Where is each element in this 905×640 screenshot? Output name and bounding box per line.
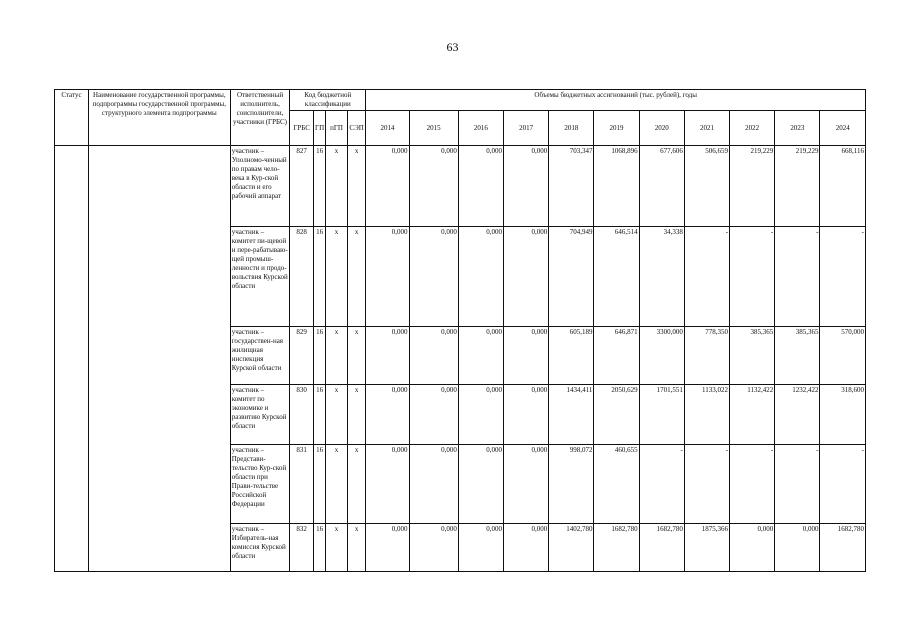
value-cell: 0,000: [730, 524, 775, 572]
value-cell: -: [820, 445, 866, 524]
table-row: [55, 146, 866, 227]
gp-cell: 16: [313, 146, 325, 227]
executor-cell: участник – комитет по экономике и развитию Курской области: [230, 385, 290, 445]
header-year: 2014: [366, 111, 409, 146]
value-cell: 0,000: [504, 327, 549, 385]
value-cell: 703,347: [549, 146, 594, 227]
value-cell: 778,350: [684, 327, 729, 385]
value-cell: 0,000: [504, 385, 549, 445]
value-cell: 0,000: [366, 327, 409, 385]
value-cell: 0,000: [409, 146, 458, 227]
value-cell: 0,000: [366, 445, 409, 524]
value-cell: 2050,629: [594, 385, 639, 445]
value-cell: 0,000: [458, 227, 503, 327]
value-cell: 0,000: [409, 524, 458, 572]
budget-table: [54, 89, 866, 572]
value-cell: 1875,366: [684, 524, 729, 572]
pgp-cell: х: [326, 445, 348, 524]
grbs-cell: 827: [290, 146, 314, 227]
program-name-cell: [88, 146, 230, 572]
value-cell: 704,949: [549, 227, 594, 327]
value-cell: 668,116: [820, 146, 866, 227]
value-cell: 605,189: [549, 327, 594, 385]
value-cell: 1133,022: [684, 385, 729, 445]
grbs-cell: 831: [290, 445, 314, 524]
header-grbs: ГРБС: [290, 111, 314, 146]
pgp-cell: х: [326, 524, 348, 572]
value-cell: 1402,780: [549, 524, 594, 572]
value-cell: 0,000: [458, 146, 503, 227]
header-budget-code: Код бюджетной классификации: [290, 90, 366, 111]
value-cell: 0,000: [409, 445, 458, 524]
header-executor: Ответственный исполнитель, соисполнители, участники (ГРБС): [230, 90, 290, 146]
value-cell: 646,514: [594, 227, 639, 327]
value-cell: 677,606: [639, 146, 684, 227]
value-cell: 0,000: [458, 445, 503, 524]
sep-cell: х: [347, 327, 366, 385]
grbs-cell: 829: [290, 327, 314, 385]
grbs-cell: 832: [290, 524, 314, 572]
value-cell: 0,000: [458, 327, 503, 385]
value-cell: 1682,780: [594, 524, 639, 572]
header-row-1: [55, 90, 866, 111]
value-cell: -: [820, 227, 866, 327]
header-year: 2024: [820, 111, 866, 146]
value-cell: 0,000: [366, 385, 409, 445]
header-year: 2023: [775, 111, 820, 146]
value-cell: 0,000: [409, 327, 458, 385]
sep-cell: х: [347, 385, 366, 445]
grbs-cell: 828: [290, 227, 314, 327]
value-cell: 385,365: [775, 327, 820, 385]
value-cell: 1682,780: [639, 524, 684, 572]
value-cell: -: [684, 445, 729, 524]
sep-cell: х: [347, 524, 366, 572]
header-name: Наименование государственной программы, подпрограммы государственной программы, структурного элемента подпрограммы: [88, 90, 230, 146]
pgp-cell: х: [326, 227, 348, 327]
value-cell: 506,659: [684, 146, 729, 227]
pgp-cell: х: [326, 327, 348, 385]
header-volumes: Объемы бюджетных ассигнований (тыс. рублей), годы: [366, 90, 866, 111]
sep-cell: х: [347, 146, 366, 227]
executor-cell: участник – комитет пи-щевой и пере-рабатываю-щей промыш-ленности и продо-вольствия Курской области: [230, 227, 290, 327]
pgp-cell: х: [326, 385, 348, 445]
header-year: 2016: [458, 111, 503, 146]
header-year: 2015: [409, 111, 458, 146]
header-sep: СЭП: [347, 111, 366, 146]
value-cell: 385,365: [730, 327, 775, 385]
pgp-cell: х: [326, 146, 348, 227]
executor-cell: участник – Уполномо-ченный по правам чело-века в Кур-ской области и его рабочий аппарат: [230, 146, 290, 227]
value-cell: 0,000: [775, 524, 820, 572]
value-cell: 0,000: [504, 146, 549, 227]
header-year: 2019: [594, 111, 639, 146]
value-cell: 318,600: [820, 385, 866, 445]
value-cell: 0,000: [409, 227, 458, 327]
status-cell: [55, 146, 89, 572]
value-cell: 1701,551: [639, 385, 684, 445]
value-cell: 0,000: [366, 146, 409, 227]
value-cell: 0,000: [504, 227, 549, 327]
header-year: 2017: [504, 111, 549, 146]
gp-cell: 16: [313, 385, 325, 445]
gp-cell: 16: [313, 524, 325, 572]
header-status: Статус: [55, 90, 89, 146]
executor-cell: участник – Представи-тельство Кур-ской области при Прави-тельстве Российской Федерации: [230, 445, 290, 524]
gp-cell: 16: [313, 327, 325, 385]
value-cell: 0,000: [366, 524, 409, 572]
header-year: 2018: [549, 111, 594, 146]
value-cell: -: [775, 227, 820, 327]
header-year: 2020: [639, 111, 684, 146]
value-cell: 1132,422: [730, 385, 775, 445]
value-cell: 219,229: [775, 146, 820, 227]
executor-cell: участник – Избиратель-ная комиссия Курской области: [230, 524, 290, 572]
value-cell: 1434,411: [549, 385, 594, 445]
value-cell: 1682,780: [820, 524, 866, 572]
executor-cell: участник – государствен-ная жилищная инспекция Курской области: [230, 327, 290, 385]
value-cell: 0,000: [458, 385, 503, 445]
value-cell: 0,000: [504, 445, 549, 524]
grbs-cell: 830: [290, 385, 314, 445]
header-year: 2022: [730, 111, 775, 146]
value-cell: -: [730, 227, 775, 327]
value-cell: -: [639, 445, 684, 524]
value-cell: 1068,896: [594, 146, 639, 227]
value-cell: 1232,422: [775, 385, 820, 445]
value-cell: 0,000: [504, 524, 549, 572]
value-cell: -: [730, 445, 775, 524]
header-gp: ГП: [313, 111, 325, 146]
value-cell: 0,000: [409, 385, 458, 445]
value-cell: 998,072: [549, 445, 594, 524]
value-cell: 34,338: [639, 227, 684, 327]
value-cell: 646,871: [594, 327, 639, 385]
value-cell: 0,000: [458, 524, 503, 572]
value-cell: 460,655: [594, 445, 639, 524]
gp-cell: 16: [313, 227, 325, 327]
value-cell: 3300,000: [639, 327, 684, 385]
header-year: 2021: [684, 111, 729, 146]
value-cell: 0,000: [366, 227, 409, 327]
page-number: 63: [446, 40, 459, 54]
value-cell: 570,000: [820, 327, 866, 385]
value-cell: 219,229: [730, 146, 775, 227]
value-cell: -: [684, 227, 729, 327]
header-pgp: пГП: [326, 111, 348, 146]
value-cell: -: [775, 445, 820, 524]
sep-cell: х: [347, 227, 366, 327]
gp-cell: 16: [313, 445, 325, 524]
sep-cell: х: [347, 445, 366, 524]
